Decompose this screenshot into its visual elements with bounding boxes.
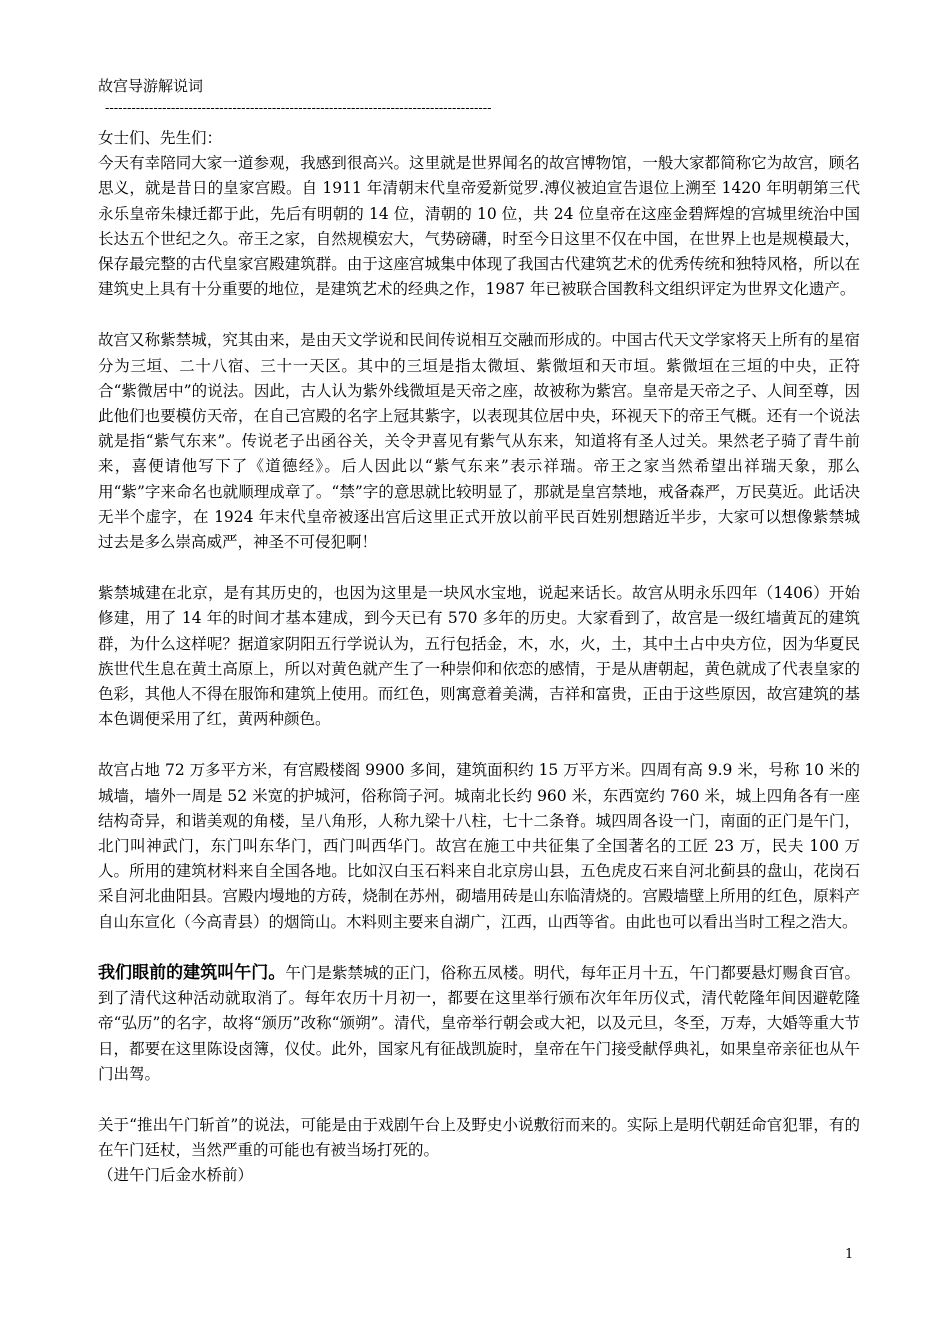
paragraph-forbidden-city-name: 故宫又称紫禁城，究其由来，是由天文学说和民间传说相互交融而形成的。中国古代天文学家将天上所有的星宿分为三垣、二十八宿、三十一天区。其中的三垣是指太微垣、紫微垣和天市垣。紫微垣在三垣的中央，正符合“紫微居中”的说法。因此，古人认为紫外线微垣是天帝之座，故被称为紫宫。皇帝是天帝之子、人间至尊，因此他们也要模仿天帝，在自己宫殿的名字上冠其紫字，以表现其位居中央，环视天下的帝王气概。还有一个说法就是指“紫气东来”。传说老子出函谷关，关令尹喜见有紫气从东来，知道将有圣人过关。果然老子骑了青牛前来，喜便请他写下了《道德经》。后人因此以“紫气东来”表示祥瑞。帝王之家当然希望出祥瑞天象，那么用“紫”字来命名也就顺理成章了。“禁”字的意思就比较明显了，那就是皇宫禁地，戒备森严，万民莫近。此话决无半个虚字，在 1924 年末代皇帝被逐出宫后这里正式开放以前平民百姓别想踏近半步，大家可以想像紫禁城过去是多么崇高威严，神圣不可侵犯啊！: [98, 331, 860, 552]
paragraph-history: 紫禁城建在北京，是有其历史的，也因为这里是一块风水宝地，说起来话长。故宫从明永乐四年（1406）开始修建，用了 14 年的时间才基本建成，到今天已有 570 多年的历史。大家看到了，故宫是一级红墙黄瓦的建筑群，为什么这样呢？据道家阴阳五行学说认为，五行包括金，木，水，火，土，其中土占中央方位，因为华夏民族世代生息在黄土高原上，所以对黄色就产生了一种崇仰和依恋的感情，于是从唐朝起，黄色就成了代表皇家的色彩，其他人不得在服饰和建筑上使用。而红色，则寓意着美满，吉祥和富贵，正由于这些原因，故宫建筑的基本色调便采用了红，黄两种颜色。: [98, 584, 860, 729]
document-title: 故宫导游解说词: [98, 77, 204, 95]
paragraph-gap: [98, 555, 860, 581]
greeting: 女士们、先生们：: [98, 129, 223, 147]
paragraph-gap: [98, 1087, 860, 1113]
paragraph-intro: 今天有幸陪同大家一道参观，我感到很高兴。这里就是世界闻名的故宫博物馆，一般大家都简称它为故宫，顾名思义，就是昔日的皇家宫殿。自 1911 年清朝末代皇帝爱新觉罗.溥仪被迫宣告退位上溯至 1420 年明朝第三代永乐皇帝朱棣迁都于此，先后有明朝的 14 位，清朝的 10 位，共 24 位皇帝在这座金碧辉煌的宫城里统治中国长达五个世纪之久。帝王之家，自然规模宏大，气势磅礴，时至今日这里不仅在中国，在世界上也是规模最大，保存最完整的古代皇家宫殿建筑群。由于这座宫城集中体现了我国古代建筑艺术的优秀传统和独特风格，所以在建筑史上具有十分重要的地位，是建筑艺术的经典之作，1987 年已被联合国教科文组织评定为世界文化遗产。: [98, 154, 860, 299]
paragraph-meridian-gate: [98, 961, 860, 1087]
section-lead-heading: 我们眼前的建筑叫午门。: [98, 962, 286, 983]
paragraph-gap: [98, 732, 860, 758]
title-divider: ----------------------------------------------------------------------------------------: [105, 101, 492, 116]
paragraph-scale: 故宫占地 72 万多平方米，有宫殿楼阁 9900 多间，建筑面积约 15 万平方米。四周有高 9.9 米，号称 10 米的城墙，墙外一周是 52 米宽的护城河，俗称筒子河。城南北长约 960 米，东西宽约 760 米，城上四角各有一座结构奇异，和谐美观的角楼，呈八角形，人称九梁十八柱，七十二条脊。城四周各设一门，南面的正门是午门，北门叫神武门，东门叫东华门，西门叫西华门。故宫在施工中共征集了全国著名的工匠 23 万，民夫 100 万人。所用的建筑材料来自全国各地。比如汉白玉石料来自北京房山县，五色虎皮石来自河北蓟县的盘山，花岗石采自河北曲阳县。宫殿内墁地的方砖，烧制在苏州，砌墙用砖是山东临清烧的。宫殿墙壁上所用的红色，原料产自山东宣化（今高青县）的烟筒山。木料则主要来自湖广，江西，山西等省。由此也可以看出当时工程之浩大。: [98, 761, 860, 931]
paragraph-gap: [98, 935, 860, 961]
paragraph-gap: [98, 302, 860, 328]
page-number: 1: [845, 1247, 854, 1262]
stage-direction: （进午门后金水桥前）: [98, 1166, 254, 1185]
paragraph-execution-saying: 关于“推出午门斩首”的说法，可能是由于戏剧午台上及野史小说敷衍而来的。实际上是明代朝廷命官犯罪，有的在午门廷杖，当然严重的可能也有被当场打死的。: [98, 1115, 860, 1160]
document-body: [98, 126, 860, 1189]
paragraph-meridian-gate-text: 午门是紫禁城的正门，俗称五凤楼。明代，每年正月十五，午门都要悬灯赐食百官。到了清代这种活动就取消了。每年农历十月初一，都要在这里举行颁布次年年历仪式，清代乾隆年间因避乾隆帝“弘历”的名字，故将“颁历”改称“颁朔”。清代，皇帝举行朝会或大祀，以及元旦，冬至，万寿，大婚等重大节日，都要在这里陈设卤簿，仪仗。此外，国家凡有征战凯旋时，皇帝在午门接受献俘典礼，如果皇帝亲征也从午门出驾。: [98, 963, 860, 1083]
